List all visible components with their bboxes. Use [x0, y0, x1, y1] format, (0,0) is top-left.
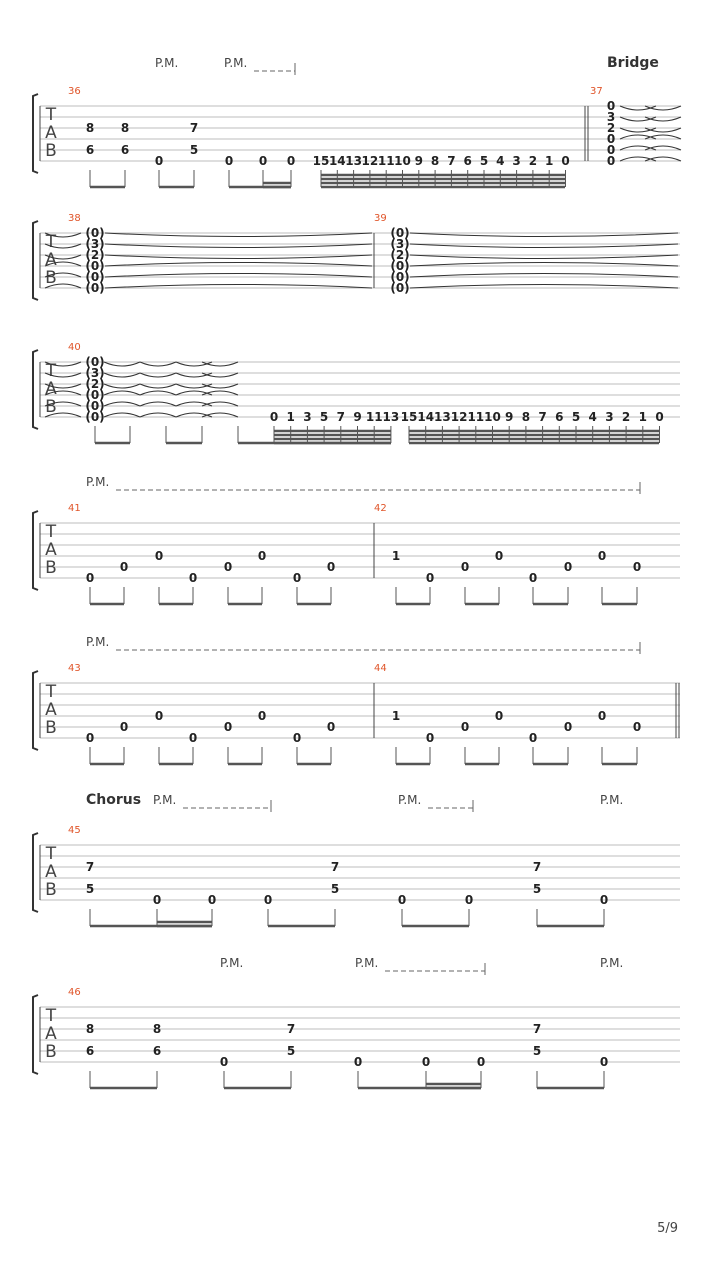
fret-number: 0: [119, 560, 129, 574]
tab-clef-letter: A: [45, 379, 57, 399]
fret-number: 0: [597, 709, 607, 723]
fret-number: 13: [382, 410, 400, 424]
fret-number: (0): [390, 281, 410, 295]
fret-number: 5: [532, 882, 542, 896]
fret-number: 0: [154, 154, 164, 168]
measure-number: 36: [68, 86, 81, 97]
system-brace: [33, 350, 38, 429]
let-ring-tie: [645, 135, 681, 139]
fret-number: 0: [188, 731, 198, 745]
tab-clef-letter: T: [45, 522, 57, 542]
palm-mute-label: P.M.: [398, 793, 422, 807]
fret-number: 0: [528, 571, 538, 585]
fret-number: 11: [365, 410, 383, 424]
tab-clef-letter: A: [45, 123, 57, 143]
fret-number: 8: [430, 154, 440, 168]
let-ring-tie: [104, 373, 140, 377]
fret-number: (0): [85, 355, 105, 369]
fret-number: 3: [605, 410, 614, 424]
fret-number: 0: [326, 720, 336, 734]
fret-number: 3: [512, 154, 521, 168]
fret-number: (0): [390, 259, 410, 273]
let-ring-tie: [202, 384, 238, 388]
fret-number: 7: [85, 860, 95, 874]
fret-number: 11: [377, 154, 395, 168]
tab-clef-letter: A: [45, 250, 57, 270]
fret-number: (0): [390, 226, 410, 240]
fret-number: 0: [606, 143, 616, 157]
let-ring-tie: [645, 106, 681, 110]
fret-number: 0: [85, 731, 95, 745]
let-ring-tie: [645, 117, 681, 121]
fret-number: 9: [505, 410, 514, 424]
fret-number: 13: [345, 154, 362, 168]
fret-number: 7: [336, 410, 345, 424]
fret-number: 15: [400, 410, 418, 424]
let-ring-tie: [202, 391, 238, 395]
palm-mute-label: P.M.: [600, 793, 624, 807]
fret-number: 0: [494, 709, 504, 723]
fret-number: 1: [545, 154, 554, 168]
fret-number: (0): [85, 399, 105, 413]
fret-number: 0: [494, 549, 504, 563]
fret-number: 0: [632, 560, 642, 574]
fret-number: (3): [390, 237, 410, 251]
fret-number: 0: [119, 720, 129, 734]
let-ring-tie: [202, 373, 238, 377]
palm-mute-label: P.M.: [86, 475, 110, 489]
fret-number: 0: [154, 549, 164, 563]
fret-number: 0: [154, 709, 164, 723]
fret-number: 14: [417, 410, 435, 424]
section-label: Chorus: [86, 792, 142, 808]
palm-mute-label: P.M.: [153, 793, 177, 807]
let-ring-tie: [104, 362, 140, 366]
let-ring-tie: [105, 285, 372, 289]
palm-mute-label: P.M.: [600, 956, 624, 970]
fret-number: 0: [425, 731, 435, 745]
fret-number: 7: [532, 1022, 542, 1036]
fret-number: 0: [257, 709, 267, 723]
fret-number: 14: [328, 154, 346, 168]
fret-number: 8: [85, 1022, 95, 1036]
fret-number: 0: [188, 571, 198, 585]
tab-clef-letter: T: [45, 232, 57, 252]
measure-number: 45: [68, 825, 81, 836]
fret-number: 0: [326, 560, 336, 574]
let-ring-tie: [645, 128, 681, 132]
fret-number: 0: [464, 893, 474, 907]
fret-number: 5: [330, 882, 340, 896]
palm-mute-label: P.M.: [220, 956, 244, 970]
measure-number: 39: [374, 213, 387, 224]
measure-number: 42: [374, 503, 387, 514]
fret-number: 1: [391, 549, 401, 563]
page-number: 5/9: [657, 1221, 678, 1236]
fret-number: 0: [207, 893, 217, 907]
fret-number: 15: [312, 154, 330, 168]
let-ring-tie: [410, 233, 678, 237]
fret-number: 0: [292, 731, 302, 745]
let-ring-tie: [105, 263, 372, 267]
fret-number: 7: [538, 410, 547, 424]
fret-number: 8: [521, 410, 531, 424]
measure-number: 43: [68, 663, 81, 674]
let-ring-tie: [410, 274, 678, 278]
fret-number: 9: [353, 410, 362, 424]
system-brace: [33, 671, 38, 750]
fret-number: 0: [460, 560, 470, 574]
fret-number: (0): [390, 270, 410, 284]
let-ring-tie: [105, 244, 372, 248]
measure-number: 46: [68, 987, 81, 998]
let-ring-tie: [140, 373, 176, 377]
system-brace: [33, 833, 38, 912]
tab-clef-letter: A: [45, 1024, 57, 1044]
fret-number: 0: [563, 560, 573, 574]
let-ring-tie: [140, 402, 176, 406]
let-ring-tie: [202, 413, 238, 417]
fret-number: 4: [496, 154, 505, 168]
fret-number: (3): [85, 366, 105, 380]
fret-number: 8: [120, 121, 130, 135]
fret-number: 12: [450, 410, 468, 424]
fret-number: 0: [606, 99, 616, 113]
measure-number: 37: [590, 86, 603, 97]
fret-number: 7: [447, 154, 456, 168]
palm-mute-label: P.M.: [155, 56, 179, 70]
fret-number: 0: [606, 154, 616, 168]
let-ring-tie: [140, 391, 176, 395]
fret-number: 0: [528, 731, 538, 745]
tab-clef-letter: A: [45, 862, 57, 882]
fret-number: (0): [85, 259, 105, 273]
let-ring-tie: [104, 402, 140, 406]
measure-number: 40: [68, 342, 81, 353]
fret-number: 10: [394, 154, 411, 168]
let-ring-tie: [105, 255, 372, 259]
tab-clef-letter: B: [45, 268, 57, 288]
fret-number: 0: [606, 132, 616, 146]
measure-number: 38: [68, 213, 81, 224]
fret-number: 6: [152, 1044, 162, 1058]
section-label: Bridge: [607, 55, 659, 71]
system-brace: [33, 995, 38, 1074]
fret-number: (2): [390, 248, 410, 262]
system-brace: [33, 511, 38, 590]
fret-number: (3): [85, 237, 105, 251]
fret-number: 6: [85, 143, 95, 157]
fret-number: 1: [286, 410, 295, 424]
let-ring-tie: [202, 402, 238, 406]
fret-number: 0: [224, 154, 234, 168]
fret-number: 5: [286, 1044, 296, 1058]
fret-number: 2: [528, 154, 538, 168]
fret-number: 0: [425, 571, 435, 585]
let-ring-tie: [105, 274, 372, 278]
fret-number: 0: [476, 1055, 486, 1069]
fret-number: 5: [85, 882, 95, 896]
let-ring-tie: [410, 285, 678, 289]
fret-number: 12: [361, 154, 379, 168]
fret-number: 2: [606, 121, 616, 135]
fret-number: 0: [397, 893, 407, 907]
tab-clef-letter: A: [45, 540, 57, 560]
fret-number: 13: [434, 410, 451, 424]
system-brace: [33, 221, 38, 300]
let-ring-tie: [105, 233, 372, 237]
fret-number: (0): [85, 388, 105, 402]
tab-clef-letter: T: [45, 682, 57, 702]
fret-number: 6: [555, 410, 564, 424]
tab-clef-letter: B: [45, 141, 57, 161]
let-ring-tie: [410, 263, 678, 267]
palm-mute-label: P.M.: [86, 635, 110, 649]
fret-number: 0: [85, 571, 95, 585]
fret-number: (2): [85, 248, 105, 262]
fret-number: 1: [638, 410, 647, 424]
fret-number: (0): [85, 270, 105, 284]
fret-number: 0: [599, 893, 609, 907]
palm-mute-label: P.M.: [355, 956, 379, 970]
tab-clef-letter: A: [45, 700, 57, 720]
fret-number: 8: [152, 1022, 162, 1036]
fret-number: 0: [353, 1055, 363, 1069]
fret-number: 0: [632, 720, 642, 734]
fret-number: 10: [484, 410, 501, 424]
fret-number: 0: [563, 720, 573, 734]
fret-number: 3: [606, 110, 616, 124]
fret-number: 9: [414, 154, 423, 168]
fret-number: (0): [85, 410, 105, 424]
fret-number: 0: [597, 549, 607, 563]
fret-number: 0: [219, 1055, 229, 1069]
tab-clef-letter: B: [45, 880, 57, 900]
fret-number: 0: [223, 720, 233, 734]
let-ring-tie: [104, 391, 140, 395]
let-ring-tie: [410, 255, 678, 259]
fret-number: 0: [421, 1055, 431, 1069]
measure-number: 41: [68, 503, 81, 514]
fret-number: 5: [189, 143, 199, 157]
palm-mute-label: P.M.: [224, 56, 248, 70]
fret-number: 5: [479, 154, 489, 168]
fret-number: 7: [189, 121, 199, 135]
tab-clef-letter: T: [45, 844, 57, 864]
tab-clef-letter: B: [45, 397, 57, 417]
tab-clef-letter: T: [45, 361, 57, 381]
fret-number: 5: [571, 410, 581, 424]
system-brace: [33, 94, 38, 173]
fret-number: 0: [286, 154, 296, 168]
fret-number: 0: [152, 893, 162, 907]
fret-number: 7: [330, 860, 340, 874]
fret-number: 0: [257, 549, 267, 563]
fret-number: (2): [85, 377, 105, 391]
fret-number: 4: [588, 410, 597, 424]
let-ring-tie: [645, 157, 681, 161]
fret-number: 2: [621, 410, 631, 424]
fret-number: 8: [85, 121, 95, 135]
fret-number: 0: [263, 893, 273, 907]
fret-number: 0: [460, 720, 470, 734]
let-ring-tie: [140, 384, 176, 388]
fret-number: (0): [85, 281, 105, 295]
fret-number: 6: [120, 143, 130, 157]
fret-number: 6: [463, 154, 472, 168]
let-ring-tie: [104, 413, 140, 417]
let-ring-tie: [410, 244, 678, 248]
let-ring-tie: [645, 146, 681, 150]
fret-number: 3: [303, 410, 312, 424]
fret-number: (0): [85, 226, 105, 240]
fret-number: 0: [292, 571, 302, 585]
fret-number: 6: [85, 1044, 95, 1058]
let-ring-tie: [140, 413, 176, 417]
fret-number: 1: [391, 709, 401, 723]
tab-clef-letter: B: [45, 1042, 57, 1062]
let-ring-tie: [104, 384, 140, 388]
fret-number: 0: [561, 154, 570, 168]
fret-number: 0: [258, 154, 268, 168]
fret-number: 7: [286, 1022, 296, 1036]
fret-number: 0: [223, 560, 233, 574]
tab-clef-letter: B: [45, 558, 57, 578]
fret-number: 7: [532, 860, 542, 874]
tab-clef-letter: T: [45, 105, 57, 125]
fret-number: 0: [655, 410, 664, 424]
fret-number: 5: [319, 410, 329, 424]
tab-clef-letter: B: [45, 718, 57, 738]
fret-number: 0: [599, 1055, 609, 1069]
tab-clef-letter: T: [45, 1006, 57, 1026]
fret-number: 11: [467, 410, 485, 424]
measure-number: 44: [374, 663, 387, 674]
fret-number: 0: [269, 410, 279, 424]
let-ring-tie: [140, 362, 176, 366]
fret-number: 5: [532, 1044, 542, 1058]
let-ring-tie: [202, 362, 238, 366]
